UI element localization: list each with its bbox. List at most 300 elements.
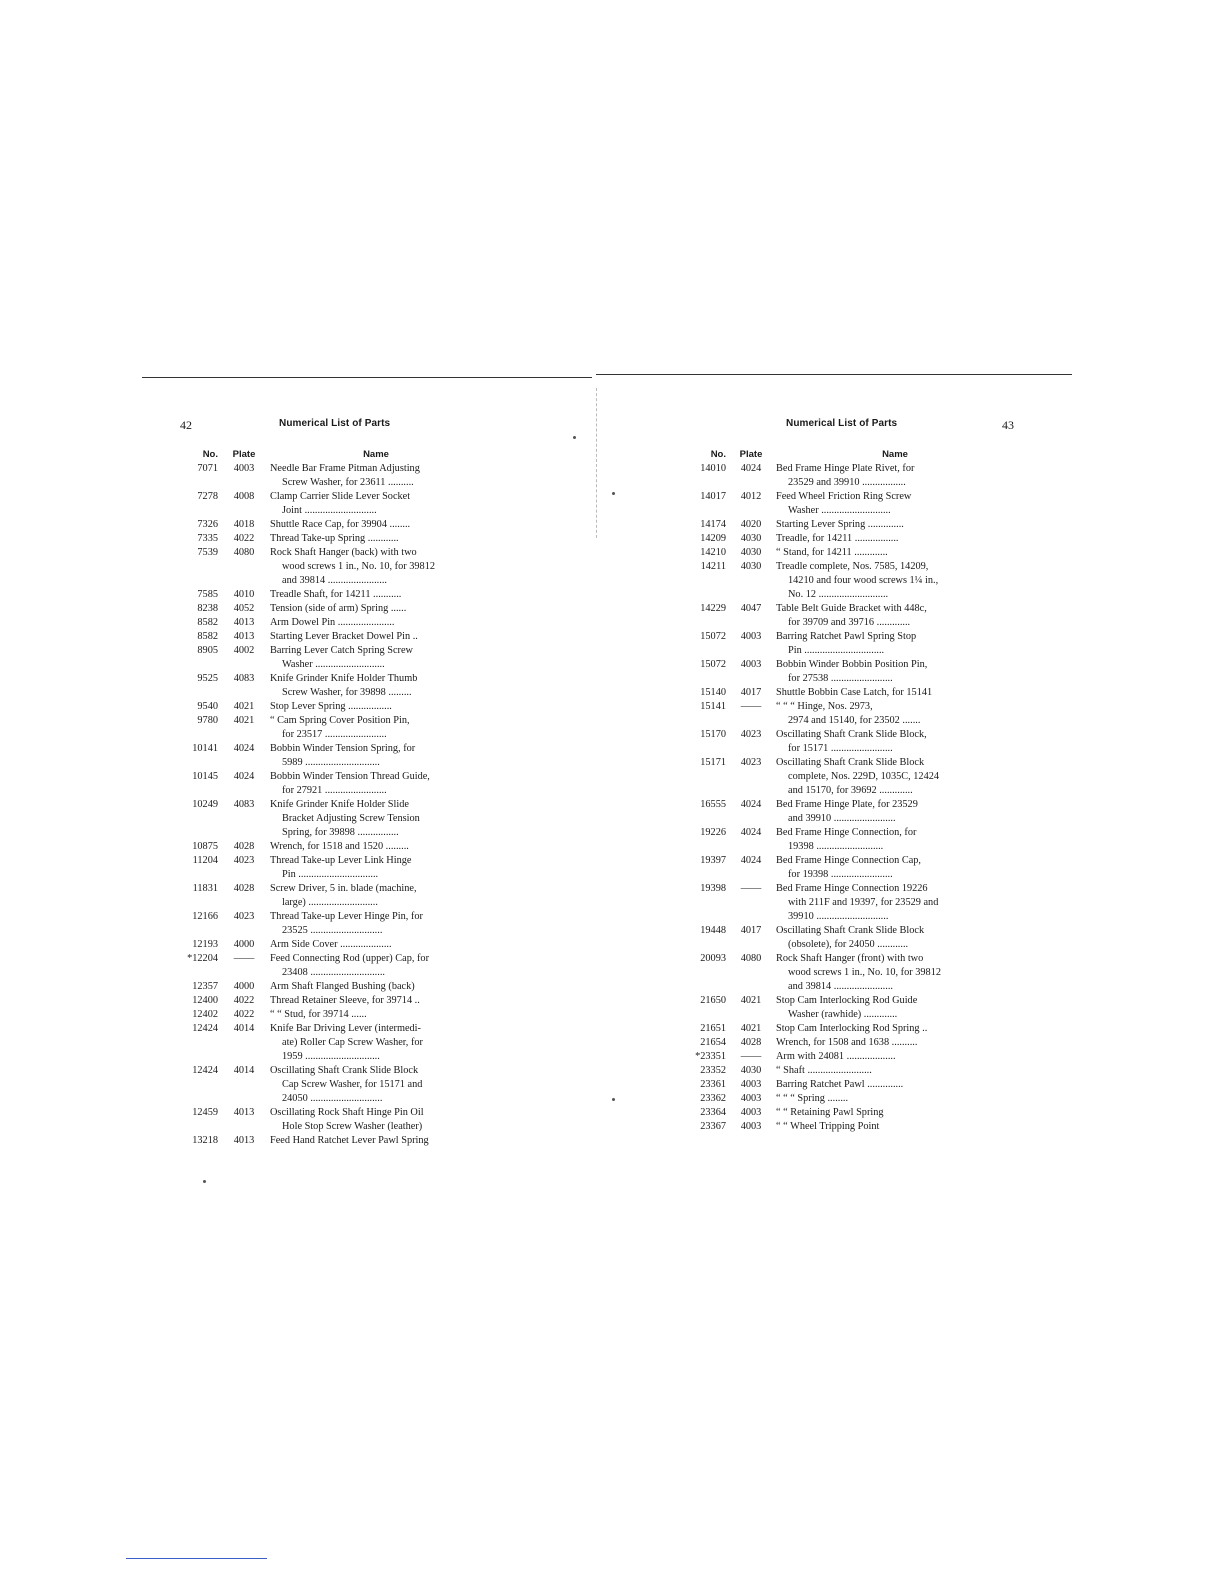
part-name [776, 924, 1014, 952]
part-name-line: Knife Grinder Knife Holder Slide [270, 799, 409, 810]
part-name [270, 700, 482, 714]
plate-number: 4012 [740, 491, 762, 502]
part-name-line: Bobbin Winder Tension Thread Guide, [270, 771, 430, 782]
list-item [180, 518, 482, 532]
plate-number: 4003 [233, 463, 255, 474]
part-name [270, 854, 482, 882]
part-name-line: Washer ........................... [788, 505, 891, 516]
part-name [776, 1078, 1014, 1092]
list-item [692, 826, 1014, 854]
center-fold [596, 388, 597, 538]
plate-number: 4024 [740, 799, 762, 810]
part-name-line: Treadle Shaft, for 14211 ........... [270, 589, 402, 600]
plate-number: 4024 [233, 743, 255, 754]
part-number: 7326 [197, 519, 218, 530]
part-name-line: Starting Lever Spring .............. [776, 519, 904, 530]
part-name-line: Bed Frame Hinge Plate Rivet, for [776, 463, 915, 474]
part-number: 14229 [700, 603, 726, 614]
scan-speck [573, 436, 576, 439]
left-page-header [180, 414, 482, 436]
plate-number: 4023 [740, 757, 762, 768]
list-item [692, 1064, 1014, 1078]
part-number: 23364 [700, 1107, 726, 1118]
part-name-line: “ “ Wheel Tripping Point [776, 1121, 880, 1132]
plate-number: 4030 [740, 1065, 762, 1076]
part-name [776, 952, 1014, 994]
part-name-line: Shuttle Race Cap, for 39904 ........ [270, 519, 411, 530]
list-item [180, 700, 482, 714]
list-item [692, 1022, 1014, 1036]
part-name-line: Washer (rawhide) ............. [788, 1009, 898, 1020]
plate-number: 4002 [233, 645, 255, 656]
list-item [692, 924, 1014, 952]
list-item [180, 1106, 482, 1134]
part-number: 23367 [700, 1121, 726, 1132]
part-name [776, 1092, 1014, 1106]
part-name-line: Arm Side Cover .................... [270, 939, 392, 950]
part-number: 19398 [700, 883, 726, 894]
part-name [270, 1106, 482, 1134]
part-name-line: Treadle complete, Nos. 7585, 14209, [776, 561, 929, 572]
part-number: 8238 [197, 603, 218, 614]
part-name-line: Feed Wheel Friction Ring Screw [776, 491, 912, 502]
part-name-line: Stop Cam Interlocking Rod Guide [776, 995, 918, 1006]
part-number: 14210 [700, 547, 726, 558]
part-number: 14174 [700, 519, 726, 530]
part-name-line: Spring, for 39898 ................ [282, 827, 399, 838]
part-name [270, 490, 482, 518]
list-item [692, 882, 1014, 924]
plate-number: 4003 [740, 1093, 762, 1104]
part-name-line: Stop Cam Interlocking Rod Spring .. [776, 1023, 928, 1034]
part-name-line: “ Cam Spring Cover Position Pin, [270, 715, 410, 726]
list-item [180, 462, 482, 490]
part-name-line: Clamp Carrier Slide Lever Socket [270, 491, 411, 502]
plate-number: 4018 [233, 519, 255, 530]
part-number: 12166 [192, 911, 218, 922]
top-rule-right [596, 374, 1072, 375]
list-item [692, 686, 1014, 700]
part-name [270, 952, 482, 980]
part-name-line: large) ........................... [282, 897, 378, 908]
part-name-line: Screw Washer, for 39898 ......... [282, 687, 412, 698]
top-rule-left [142, 377, 592, 378]
part-name [270, 644, 482, 672]
list-item [692, 994, 1014, 1022]
part-name-line: “ “ Retaining Pawl Spring [776, 1107, 884, 1118]
part-name [776, 602, 1014, 630]
part-name-line: wood screws 1 in., No. 10, for 39812 [788, 967, 942, 978]
part-name-line: Bobbin Winder Bobbin Position Pin, [776, 659, 928, 670]
part-name [776, 728, 1014, 756]
part-name-line: Screw Washer, for 23611 .......... [282, 477, 414, 488]
part-number: 14209 [700, 533, 726, 544]
plate-number: 4028 [233, 883, 255, 894]
plate-number: 4010 [233, 589, 255, 600]
part-name-line: Screw Driver, 5 in. blade (machine, [270, 883, 417, 894]
part-number: 12424 [192, 1065, 218, 1076]
list-item [180, 1008, 482, 1022]
part-name [270, 462, 482, 490]
part-name-line: Oscillating Shaft Crank Slide Block [270, 1065, 419, 1076]
list-item [180, 588, 482, 602]
part-name-line: Bed Frame Hinge Plate, for 23529 [776, 799, 918, 810]
list-item [180, 1022, 482, 1064]
plate-number: 4052 [233, 603, 255, 614]
part-number: 21650 [700, 995, 726, 1006]
plate-number: 4021 [740, 1023, 762, 1034]
footer-link-line [126, 1558, 267, 1559]
plate-number: 4013 [233, 1107, 255, 1118]
scan-speck [612, 492, 615, 495]
list-item [692, 1092, 1014, 1106]
part-name [776, 686, 1014, 700]
scan-speck [612, 1098, 615, 1101]
list-item [180, 546, 482, 588]
plate-number: 4021 [740, 995, 762, 1006]
part-number: 10875 [192, 841, 218, 852]
part-name-line: Bracket Adjusting Screw Tension [282, 813, 420, 824]
part-name-line: and 39910 ........................ [788, 813, 896, 824]
plate-number: 4000 [233, 981, 255, 992]
plate-number: 4083 [233, 673, 255, 684]
part-name [776, 756, 1014, 798]
list-item [180, 616, 482, 630]
plate-number: —— [740, 701, 762, 712]
part-name-line: Joint ............................ [282, 505, 377, 516]
part-number: 10249 [192, 799, 218, 810]
part-number: 10145 [192, 771, 218, 782]
part-name-line: and 39814 ....................... [282, 575, 387, 586]
list-item [692, 490, 1014, 518]
part-name [776, 1064, 1014, 1078]
part-number: 15141 [700, 701, 726, 712]
part-name-line: “ “ “ Hinge, Nos. 2973, [776, 701, 873, 712]
part-number: 12459 [192, 1107, 218, 1118]
part-name-line: Shuttle Bobbin Case Latch, for 15141 [776, 687, 933, 698]
list-item [180, 882, 482, 910]
part-name-line: No. 12 ........................... [788, 589, 889, 600]
list-item [180, 644, 482, 672]
part-number: 7071 [197, 463, 218, 474]
part-name-line: Bed Frame Hinge Connection 19226 [776, 883, 928, 894]
part-number: *12204 [187, 953, 218, 964]
part-name-line: Thread Take-up Lever Link Hinge [270, 855, 412, 866]
part-name-line: Tension (side of arm) Spring ...... [270, 603, 407, 614]
plate-number: 4003 [740, 1121, 762, 1132]
part-name-line: Arm Dowel Pin ...................... [270, 617, 395, 628]
col-plate-header: Plate [739, 448, 763, 460]
part-name-line: “ Stand, for 14211 ............. [776, 547, 888, 558]
part-name-line: Arm Shaft Flanged Bushing (back) [270, 981, 415, 992]
list-item [692, 1120, 1014, 1134]
part-name [270, 742, 482, 770]
part-number: 15072 [700, 631, 726, 642]
part-name-line: Rock Shaft Hanger (back) with two [270, 547, 417, 558]
list-item [692, 728, 1014, 756]
plate-number: 4003 [740, 631, 762, 642]
part-name-line: wood screws 1 in., No. 10, for 39812 [282, 561, 436, 572]
list-item [692, 532, 1014, 546]
plate-number: 4014 [233, 1065, 255, 1076]
plate-number: 4017 [740, 687, 762, 698]
col-plate-header: Plate [232, 448, 256, 460]
part-name [776, 854, 1014, 882]
part-name-line: Oscillating Shaft Crank Slide Block [776, 925, 925, 936]
part-number: 9525 [197, 673, 218, 684]
plate-number: 4083 [233, 799, 255, 810]
list-item [692, 630, 1014, 658]
part-number: 7335 [197, 533, 218, 544]
plate-number: 4024 [233, 771, 255, 782]
part-name-line: ate) Roller Cap Screw Washer, for [282, 1037, 423, 1048]
list-item [180, 994, 482, 1008]
scan-speck [203, 1180, 206, 1183]
part-name [270, 588, 482, 602]
part-number: 13218 [192, 1135, 218, 1146]
plate-number: 4013 [233, 1135, 255, 1146]
column-headers [180, 446, 482, 462]
part-name-line: Oscillating Rock Shaft Hinge Pin Oil [270, 1107, 424, 1118]
plate-number: 4008 [233, 491, 255, 502]
list-item [692, 1078, 1014, 1092]
part-name-line: Needle Bar Frame Pitman Adjusting [270, 463, 420, 474]
plate-number: 4030 [740, 561, 762, 572]
part-number: 14017 [700, 491, 726, 502]
plate-number: 4017 [740, 925, 762, 936]
part-name [270, 546, 482, 588]
part-name [270, 798, 482, 840]
plate-number: 4028 [233, 841, 255, 852]
part-name-line: “ Shaft ......................... [776, 1065, 872, 1076]
part-name [270, 1134, 482, 1148]
list-item [692, 854, 1014, 882]
part-name [776, 798, 1014, 826]
list-item [692, 602, 1014, 630]
list-item [180, 980, 482, 994]
part-name [270, 532, 482, 546]
part-name-line: for 27538 ........................ [788, 673, 893, 684]
page-number: 42 [180, 418, 192, 432]
part-name-line: for 27921 ........................ [282, 785, 387, 796]
part-number: 21654 [700, 1037, 726, 1048]
part-name-line: Stop Lever Spring ................. [270, 701, 392, 712]
plate-number: —— [233, 953, 255, 964]
part-name [776, 518, 1014, 532]
list-item [692, 1106, 1014, 1120]
plate-number: 4022 [233, 1009, 255, 1020]
list-item [180, 798, 482, 840]
part-name-line: 2974 and 15140, for 23502 ....... [788, 715, 921, 726]
right-page-header [692, 414, 1014, 436]
plate-number: 4030 [740, 533, 762, 544]
part-number: *23351 [695, 1051, 726, 1062]
part-name [270, 1022, 482, 1064]
part-name [776, 1050, 1014, 1064]
col-no-header: No. [710, 448, 726, 460]
part-name-line: 39910 ............................ [788, 911, 889, 922]
part-number: 23352 [700, 1065, 726, 1076]
part-name [776, 532, 1014, 546]
part-name [270, 630, 482, 644]
part-name-line: Feed Connecting Rod (upper) Cap, for [270, 953, 429, 964]
page-number: 43 [1002, 418, 1014, 432]
part-name-line: Oscillating Shaft Crank Slide Block [776, 757, 925, 768]
list-item [180, 854, 482, 882]
plate-number: 4020 [740, 519, 762, 530]
part-name [270, 1064, 482, 1106]
part-number: 7539 [197, 547, 218, 558]
part-number: 11204 [192, 855, 218, 866]
part-name-line: with 211F and 19397, for 23529 and [788, 897, 939, 908]
part-name-line: Hole Stop Screw Washer (leather) [282, 1121, 423, 1132]
part-name-line: Cap Screw Washer, for 15171 and [282, 1079, 423, 1090]
part-name-line: for 39709 and 39716 ............. [788, 617, 911, 628]
list-item [180, 532, 482, 546]
part-number: 19448 [700, 925, 726, 936]
part-name [776, 630, 1014, 658]
part-name [776, 560, 1014, 602]
part-name-line: Treadle, for 14211 ................. [776, 533, 899, 544]
list-item [180, 714, 482, 742]
part-number: 7278 [197, 491, 218, 502]
part-name-line: Oscillating Shaft Crank Slide Block, [776, 729, 927, 740]
plate-number: 4080 [740, 953, 762, 964]
plate-number: 4030 [740, 547, 762, 558]
plate-number: 4021 [233, 701, 255, 712]
list-item [692, 560, 1014, 602]
part-number: 12400 [192, 995, 218, 1006]
part-number: 8905 [197, 645, 218, 656]
part-name-line: and 39814 ....................... [788, 981, 893, 992]
part-name [776, 1036, 1014, 1050]
part-name-line: Bed Frame Hinge Connection Cap, [776, 855, 921, 866]
part-name-line: for 19398 ........................ [788, 869, 893, 880]
part-number: 11831 [192, 883, 218, 894]
part-name [270, 980, 482, 994]
part-name [270, 1008, 482, 1022]
col-name-header: Name [882, 448, 908, 460]
part-number: 8582 [197, 617, 218, 628]
plate-number: —— [740, 883, 762, 894]
part-name-line: Thread Take-up Spring ............ [270, 533, 399, 544]
part-name [776, 700, 1014, 728]
part-number: 7585 [197, 589, 218, 600]
left-page [180, 414, 482, 1148]
plate-number: 4014 [233, 1023, 255, 1034]
part-name-line: Barring Ratchet Pawl .............. [776, 1079, 904, 1090]
part-name [270, 770, 482, 798]
part-name-line: Starting Lever Bracket Dowel Pin .. [270, 631, 418, 642]
part-name-line: Table Belt Guide Bracket with 448c, [776, 603, 927, 614]
part-name-line: Knife Grinder Knife Holder Thumb [270, 673, 418, 684]
part-name [776, 1106, 1014, 1120]
part-number: 21651 [700, 1023, 726, 1034]
part-name [776, 462, 1014, 490]
part-name-line: Thread Retainer Sleeve, for 39714 .. [270, 995, 420, 1006]
part-name [776, 658, 1014, 686]
list-item [692, 756, 1014, 798]
plate-number: 4003 [740, 659, 762, 670]
list-item [180, 672, 482, 700]
list-item [692, 952, 1014, 994]
part-name-line: Rock Shaft Hanger (front) with two [776, 953, 924, 964]
part-number: 15140 [700, 687, 726, 698]
part-number: 8582 [197, 631, 218, 642]
part-name-line: 23408 ............................. [282, 967, 385, 978]
part-number: 19226 [700, 827, 726, 838]
part-name [776, 826, 1014, 854]
plate-number: 4022 [233, 533, 255, 544]
part-name-line: Wrench, for 1508 and 1638 .......... [776, 1037, 918, 1048]
part-name [270, 714, 482, 742]
plate-number: —— [740, 1051, 762, 1062]
plate-number: 4013 [233, 631, 255, 642]
part-name-line: Wrench, for 1518 and 1520 ......... [270, 841, 409, 852]
list-item [180, 1064, 482, 1106]
part-name-line: 14210 and four wood screws 1¼ in., [788, 575, 939, 586]
part-name-line: Feed Hand Ratchet Lever Pawl Spring [270, 1135, 429, 1146]
part-name-line: (obsolete), for 24050 ............ [788, 939, 909, 950]
list-item [180, 910, 482, 938]
part-number: 15171 [700, 757, 726, 768]
part-name [270, 938, 482, 952]
list-item [692, 518, 1014, 532]
plate-number: 4080 [233, 547, 255, 558]
part-name-line: Barring Lever Catch Spring Screw [270, 645, 413, 656]
part-name-line: Pin ............................... [788, 645, 885, 656]
plate-number: 4003 [740, 1107, 762, 1118]
plate-number: 4024 [740, 855, 762, 866]
part-name-line: 23525 ............................ [282, 925, 383, 936]
part-name-line: Knife Bar Driving Lever (intermedi- [270, 1023, 421, 1034]
part-name-line: Barring Ratchet Pawl Spring Stop [776, 631, 917, 642]
list-item [692, 1050, 1014, 1064]
plate-number: 4003 [740, 1079, 762, 1090]
plate-number: 4021 [233, 715, 255, 726]
part-name [776, 1022, 1014, 1036]
list-item [180, 938, 482, 952]
part-number: 12193 [192, 939, 218, 950]
right-page [692, 414, 1014, 1134]
part-number: 23361 [700, 1079, 726, 1090]
part-name [270, 994, 482, 1008]
parts-list [180, 462, 482, 1148]
plate-number: 4024 [740, 827, 762, 838]
part-name [776, 546, 1014, 560]
part-name-line: 23529 and 39910 ................. [788, 477, 906, 488]
list-item [180, 1134, 482, 1148]
part-name [270, 840, 482, 854]
list-item [692, 546, 1014, 560]
part-name-line: 19398 .......................... [788, 841, 884, 852]
part-name-line: “ “ Stud, for 39714 ...... [270, 1009, 367, 1020]
part-name-line: for 15171 ........................ [788, 743, 893, 754]
plate-number: 4047 [740, 603, 762, 614]
plate-number: 4028 [740, 1037, 762, 1048]
col-name-header: Name [363, 448, 389, 460]
page-title: Numerical List of Parts [279, 418, 391, 429]
part-number: 15072 [700, 659, 726, 670]
part-number: 19397 [700, 855, 726, 866]
list-item [692, 1036, 1014, 1050]
part-number: 12424 [192, 1023, 218, 1034]
part-name [270, 616, 482, 630]
part-name [270, 602, 482, 616]
list-item [692, 658, 1014, 686]
list-item [180, 490, 482, 518]
plate-number: 4023 [740, 729, 762, 740]
